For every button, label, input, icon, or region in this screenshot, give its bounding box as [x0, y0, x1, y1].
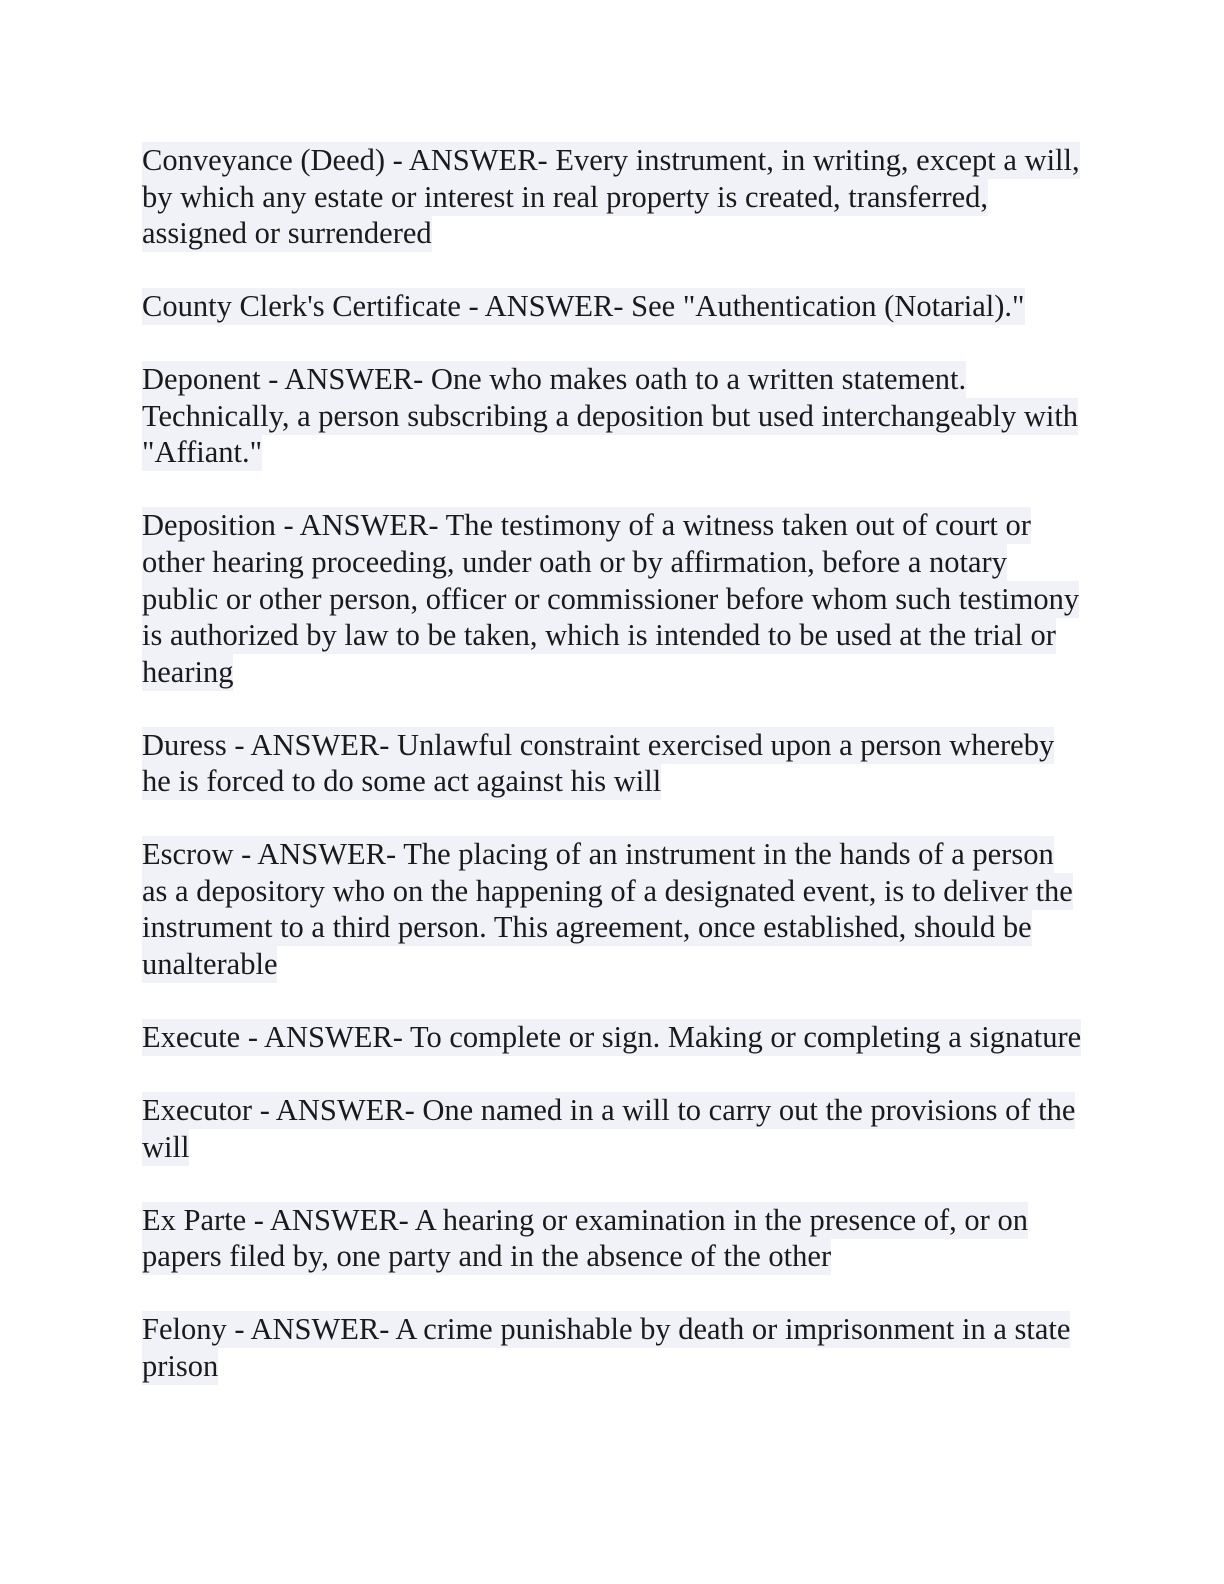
entry-conveyance: [142, 142, 1082, 252]
entry-deponent: [142, 361, 1082, 471]
entry-executor: [142, 1092, 1082, 1165]
entry-ex-parte: [142, 1202, 1082, 1275]
glossary-entries: [142, 142, 1082, 1421]
entry-felony: [142, 1311, 1082, 1384]
entry-text: County Clerk's Certificate - ANSWER- See "Authentication (Notarial).": [142, 289, 1025, 324]
entry-execute: [142, 1019, 1082, 1056]
entry-escrow: [142, 836, 1082, 982]
entry-deposition: [142, 507, 1082, 690]
entry-county-clerks-certificate: [142, 288, 1082, 325]
entry-duress: [142, 727, 1082, 800]
entry-text: Escrow - ANSWER- The placing of an instrument in the hands of a person as a depository who on the happening of a designated event, is to deliver the instrument to a third person. This agreement, once established, should be unalterable: [142, 837, 1073, 982]
entry-text: Duress - ANSWER- Unlawful constraint exercised upon a person whereby he is forced to do some act against his will: [142, 727, 1055, 799]
entry-text: Ex Parte - ANSWER- A hearing or examination in the presence of, or on papers filed by, one party and in the absence of the other: [142, 1202, 1028, 1274]
entry-text: Execute - ANSWER- To complete or sign. Making or completing a signature: [142, 1020, 1082, 1055]
entry-text: Deposition - ANSWER- The testimony of a witness taken out of court or other hearing proceeding, under oath or by affirmation, before a notary public or other person, officer or commissioner before whom such testimony is authorized by law to be taken, which is intended to be used at the trial or hearing: [142, 508, 1080, 689]
entry-text: Felony - ANSWER- A crime punishable by death or imprisonment in a state prison: [142, 1312, 1071, 1383]
entry-text: Executor - ANSWER- One named in a will to carry out the provisions of the will: [142, 1093, 1076, 1164]
entry-text: Conveyance (Deed) - ANSWER- Every instrument, in writing, except a will, by which any estate or interest in real property is created, transferred, assigned or surrendered: [142, 143, 1080, 251]
entry-text: Deponent - ANSWER- One who makes oath to a written statement. Technically, a person subscribing a deposition but used interchangeably with "Affiant.": [142, 362, 1079, 470]
